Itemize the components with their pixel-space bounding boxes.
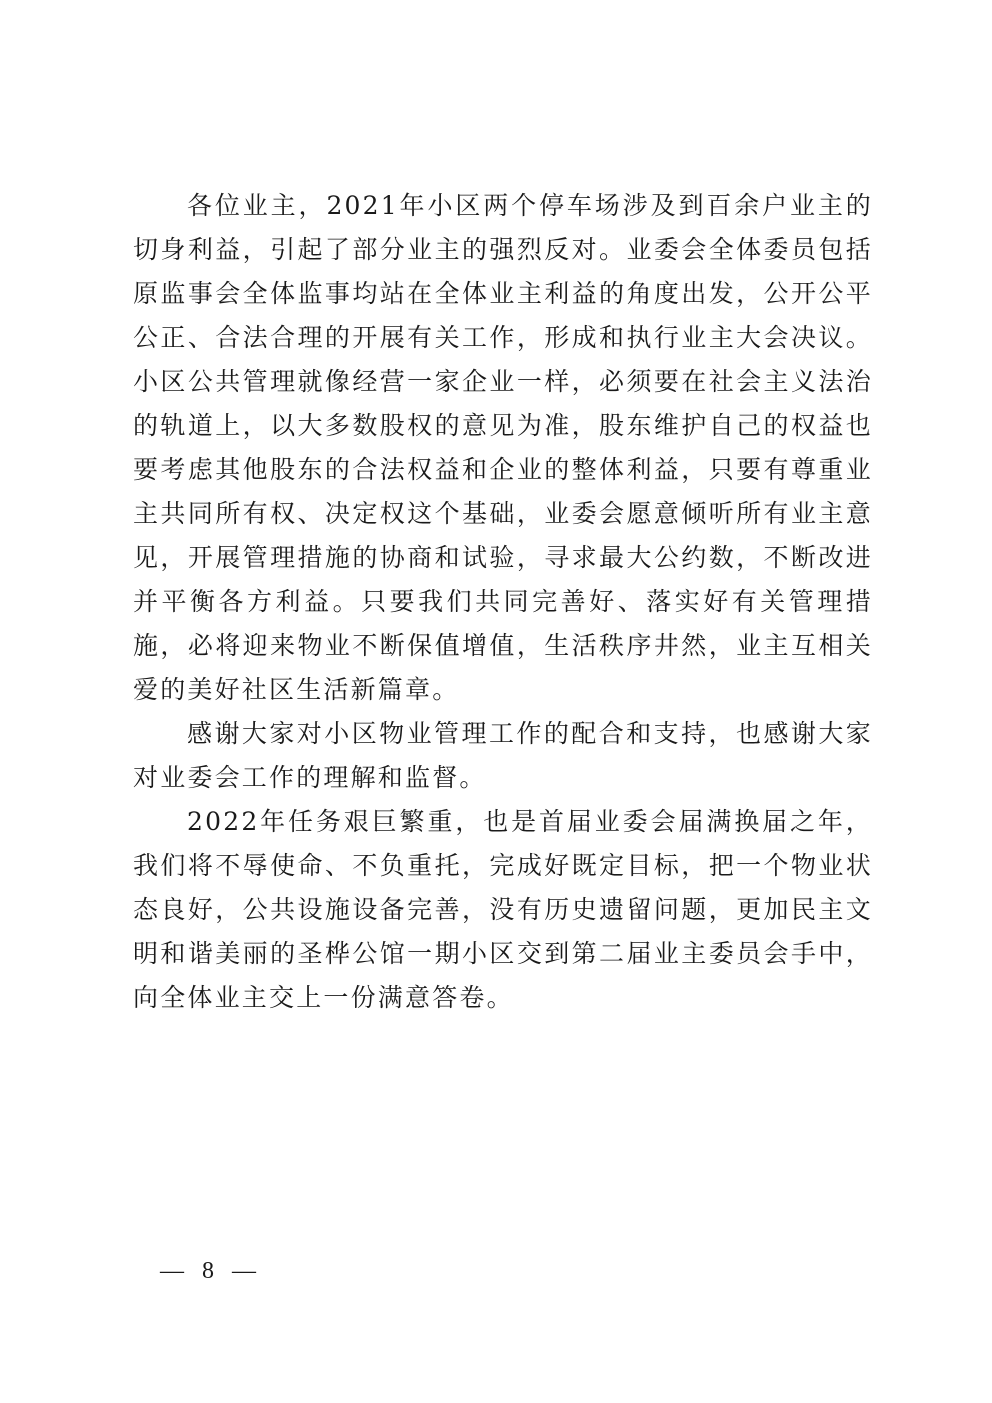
paragraph-thanks: 感谢大家对小区物业管理工作的配合和支持，也感谢大家对业委会工作的理解和监督。 [133,719,873,792]
paragraph-owners-address: 各位业主，2021年小区两个停车场涉及到百余户业主的切身利益，引起了部分业主的强烈反对。业委会全体委员包括原监事会全体监事均站在全体业主利益的角度出发，公开公平公正、合法合理的开展有关工作，形成和执行业主大会决议。小区公共管理就像经营一家企业一样，必须要在社会主义法治的轨道上，以大多数股权的意见为准，股东维护自己的权益也要考虑其他股东的合法权益和企业的整体利益，只要有尊重业主共同所有权、决定权这个基础，业委会愿意倾听所有业主意见，开展管理措施的协商和试验，寻求最大公约数，不断改进并平衡各方利益。只要我们共同完善好、落实好有关管理措施，必将迎来物业不断保值增值，生活秩序井然，业主互相关爱的美好社区生活新篇章。 [133,191,873,704]
document-body [133,184,873,1020]
page-number: — 8 — [160,1258,262,1284]
paragraph-2022-plan: 2022年任务艰巨繁重，也是首届业委会届满换届之年，我们将不辱使命、不负重托，完成好既定目标，把一个物业状态良好，公共设施设备完善，没有历史遗留问题，更加民主文明和谐美丽的圣桦公馆一期小区交到第二届业主委员会手中，向全体业主交上一份满意答卷。 [133,807,873,1012]
